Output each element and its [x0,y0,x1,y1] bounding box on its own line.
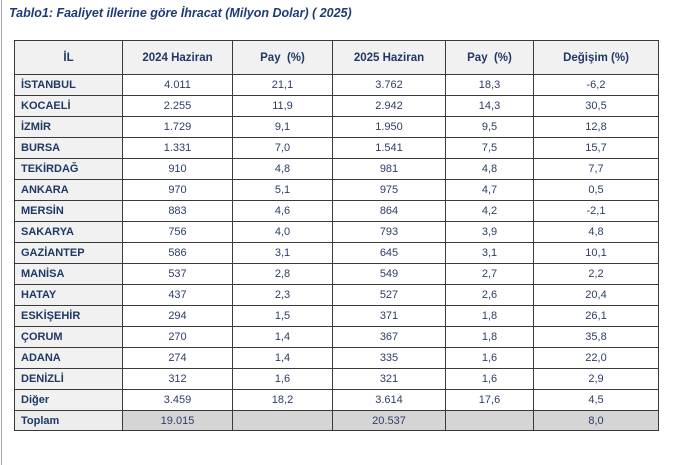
table-row [15,390,659,411]
cell-2: 864 [333,201,446,222]
cell-4: 30,5 [534,96,659,117]
cell-1: 4,6 [233,201,333,222]
cell-0: 270 [123,327,233,348]
cell-3: 3,9 [446,222,534,243]
header-cell-3: 2025 Haziran [333,41,446,75]
row-label: SAKARYA [15,222,123,243]
table-row [15,201,659,222]
cell-0: 274 [123,348,233,369]
table-row [15,117,659,138]
cell-4: -2,1 [534,201,659,222]
cell-0: 537 [123,264,233,285]
cell-3: 3,1 [446,243,534,264]
cell-0: 910 [123,159,233,180]
header-cell-4: Pay (%) [446,41,534,75]
cell-1: 7,0 [233,138,333,159]
header-cell-0: İL [15,41,123,75]
cell-0: 1.729 [123,117,233,138]
table-row [15,369,659,390]
cell-1: 2,3 [233,285,333,306]
cell-3: 9,5 [446,117,534,138]
cell-1: 11,9 [233,96,333,117]
header-cell-1: 2024 Haziran [123,41,233,75]
cell-2: 371 [333,306,446,327]
cell-0: 312 [123,369,233,390]
cell-4: 15,7 [534,138,659,159]
cell-3: 1,6 [446,369,534,390]
cell-0: 756 [123,222,233,243]
cell-3: 4,8 [446,159,534,180]
cell-1: 1,6 [233,369,333,390]
cell-3: 4,7 [446,180,534,201]
cell-4: 4,8 [534,222,659,243]
table-row [15,264,659,285]
cell-4: 8,0 [534,411,659,431]
cell-2: 367 [333,327,446,348]
cell-0: 4.011 [123,75,233,96]
table-body [15,75,659,431]
cell-1: 5,1 [233,180,333,201]
cell-1: 1,4 [233,348,333,369]
row-label: ESKİŞEHİR [15,306,123,327]
row-label: İZMİR [15,117,123,138]
cell-1: 18,2 [233,390,333,411]
cell-3: 7,5 [446,138,534,159]
row-label: MERSİN [15,201,123,222]
table-row [15,327,659,348]
cell-4: 20,4 [534,285,659,306]
cell-1 [233,411,333,431]
page-left-border [1,0,2,465]
header-row [15,41,659,75]
cell-3: 1,8 [446,327,534,348]
cell-4: 2,9 [534,369,659,390]
cell-3: 2,6 [446,285,534,306]
cell-0: 19.015 [123,411,233,431]
cell-2: 335 [333,348,446,369]
cell-3: 18,3 [446,75,534,96]
cell-0: 883 [123,201,233,222]
total-row [15,411,659,431]
table-title: Tablo1: Faaliyet illerine göre İhracat (Milyon Dolar) ( 2025) [9,6,352,20]
row-label: KOCAELİ [15,96,123,117]
cell-1: 4,0 [233,222,333,243]
row-label: ADANA [15,348,123,369]
cell-4: 10,1 [534,243,659,264]
cell-4: 12,8 [534,117,659,138]
cell-1: 1,5 [233,306,333,327]
cell-2: 981 [333,159,446,180]
row-label: ÇORUM [15,327,123,348]
table-row [15,243,659,264]
table-header [15,41,659,75]
header-cell-5: Değişim (%) [534,41,659,75]
cell-0: 1.331 [123,138,233,159]
cell-2: 321 [333,369,446,390]
cell-3: 14,3 [446,96,534,117]
cell-2: 527 [333,285,446,306]
header-cell-2: Pay (%) [233,41,333,75]
row-label: İSTANBUL [15,75,123,96]
row-label: Toplam [15,411,123,431]
table-row [15,180,659,201]
cell-2: 645 [333,243,446,264]
row-label: TEKİRDAĞ [15,159,123,180]
cell-0: 970 [123,180,233,201]
cell-4: 2,2 [534,264,659,285]
cell-3: 4,2 [446,201,534,222]
cell-2: 1.541 [333,138,446,159]
row-label: GAZİANTEP [15,243,123,264]
cell-0: 294 [123,306,233,327]
cell-4: 7,7 [534,159,659,180]
cell-1: 2,8 [233,264,333,285]
table-row [15,75,659,96]
table-row [15,306,659,327]
cell-1: 4,8 [233,159,333,180]
cell-3: 1,6 [446,348,534,369]
cell-4: 22,0 [534,348,659,369]
cell-3: 2,7 [446,264,534,285]
cell-2: 3.762 [333,75,446,96]
row-label: MANİSA [15,264,123,285]
cell-2: 1.950 [333,117,446,138]
row-label: DENİZLİ [15,369,123,390]
cell-0: 586 [123,243,233,264]
table-row [15,96,659,117]
cell-0: 437 [123,285,233,306]
cell-4: 4,5 [534,390,659,411]
table-row [15,138,659,159]
cell-2: 3.614 [333,390,446,411]
cell-0: 2.255 [123,96,233,117]
cell-2: 20.537 [333,411,446,431]
cell-3: 1,8 [446,306,534,327]
cell-0: 3.459 [123,390,233,411]
cell-2: 2.942 [333,96,446,117]
cell-3: 17,6 [446,390,534,411]
cell-4: 35,8 [534,327,659,348]
table-row [15,348,659,369]
table-row [15,159,659,180]
cell-2: 975 [333,180,446,201]
cell-4: -6,2 [534,75,659,96]
row-label: ANKARA [15,180,123,201]
row-label: Diğer [15,390,123,411]
cell-4: 0,5 [534,180,659,201]
cell-2: 793 [333,222,446,243]
cell-4: 26,1 [534,306,659,327]
cell-1: 21,1 [233,75,333,96]
cell-1: 3,1 [233,243,333,264]
cell-2: 549 [333,264,446,285]
cell-1: 1,4 [233,327,333,348]
row-label: HATAY [15,285,123,306]
cell-3 [446,411,534,431]
cell-1: 9,1 [233,117,333,138]
table-row [15,285,659,306]
row-label: BURSA [15,138,123,159]
table-row [15,222,659,243]
export-by-province-table [14,40,659,431]
